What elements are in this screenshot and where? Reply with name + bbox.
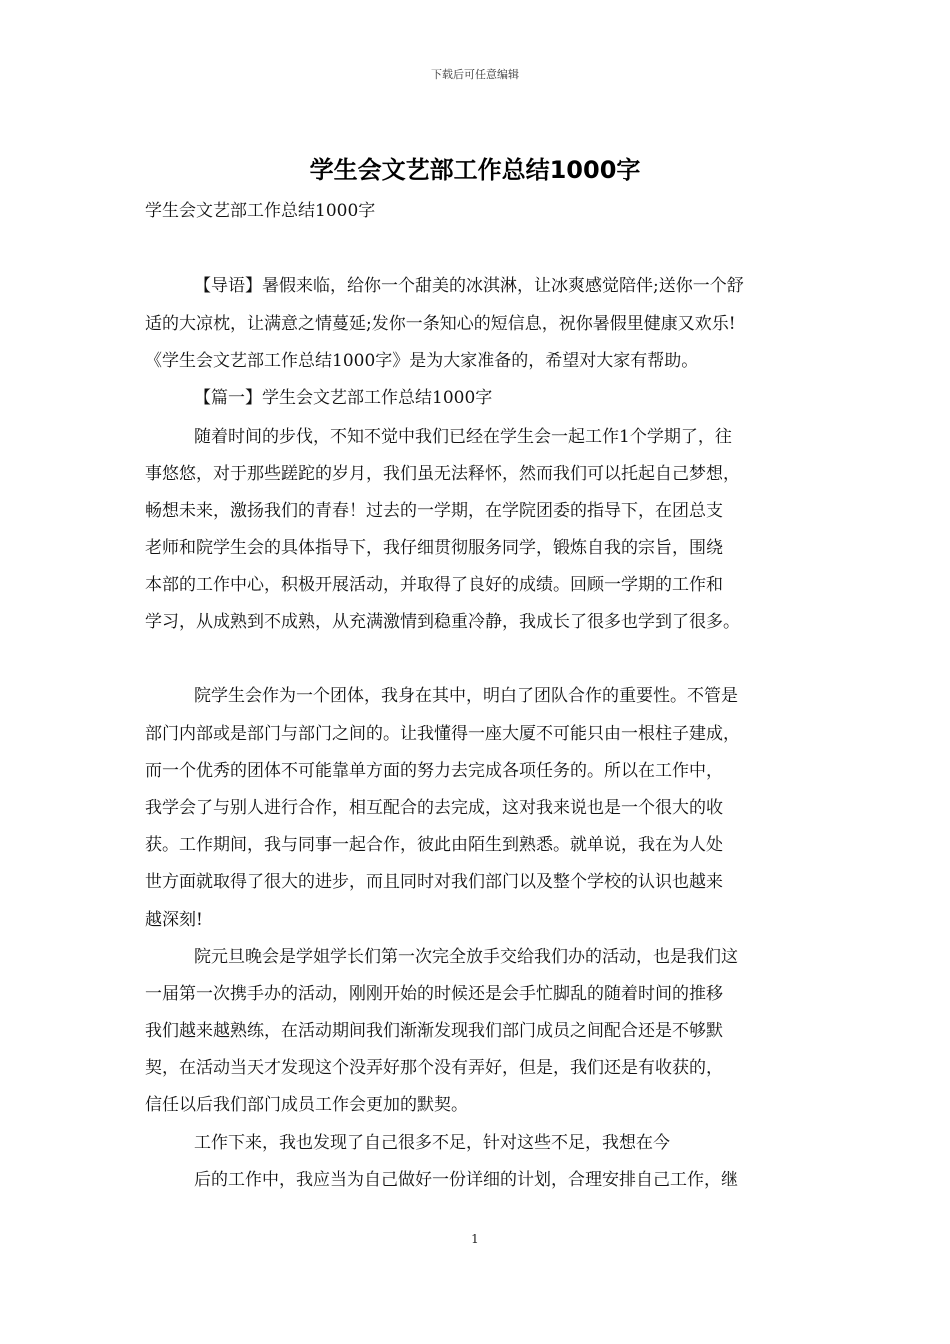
body-line: 老师和院学生会的具体指导下，我仔细贯彻服务同学，锻炼自我的宗旨，围绕 xyxy=(145,538,723,558)
body-line: 学习，从成熟到不成熟，从充满激情到稳重冷静，我成长了很多也学到了很多。 xyxy=(145,612,740,632)
header-note: 下载后可任意编辑 xyxy=(431,68,519,81)
body-line: 适的大凉枕，让满意之情蔓延;发你一条知心的短信息，祝你暑假里健康又欢乐! xyxy=(145,314,736,334)
body-line: 后的工作中，我应当为自己做好一份详细的计划，合理安排自己工作，继 xyxy=(194,1170,738,1190)
body-line: 信任以后我们部门成员工作会更加的默契。 xyxy=(145,1095,468,1115)
body-line: 部门内部或是部门与部门之间的。让我懂得一座大厦不可能只由一根柱子建成， xyxy=(145,724,740,744)
body-line: 随着时间的步伐，不知不觉中我们已经在学生会一起工作1个学期了，往 xyxy=(194,427,732,447)
body-line: 而一个优秀的团体不可能靠单方面的努力去完成各项任务的。所以在工作中， xyxy=(145,761,723,781)
body-line: 一届第一次携手办的活动，刚刚开始的时候还是会手忙脚乱的随着时间的推移 xyxy=(145,984,723,1004)
body-line: 越深刻! xyxy=(145,910,203,930)
body-line: 事悠悠，对于那些蹉跎的岁月，我们虽无法释怀，然而我们可以托起自己梦想， xyxy=(145,464,740,484)
body-line: 畅想未来，激扬我们的青春！过去的一学期，在学院团委的指导下，在团总支 xyxy=(145,501,723,521)
body-line: 我学会了与别人进行合作，相互配合的去完成，这对我来说也是一个很大的收 xyxy=(145,798,723,818)
section-heading: 【篇一】学生会文艺部工作总结1000字 xyxy=(194,388,493,408)
body-line: 契，在活动当天才发现这个没弄好那个没有弄好，但是，我们还是有收获的， xyxy=(145,1058,723,1078)
body-line: 【导语】暑假来临，给你一个甜美的冰淇淋，让冰爽感觉陪伴;送你一个舒 xyxy=(194,276,744,296)
document-subtitle: 学生会文艺部工作总结1000字 xyxy=(145,201,376,221)
body-line: 我们越来越熟练，在活动期间我们渐渐发现我们部门成员之间配合还是不够默 xyxy=(145,1021,723,1041)
body-line: 院元旦晚会是学姐学长们第一次完全放手交给我们办的活动，也是我们这 xyxy=(194,947,738,967)
body-line: 院学生会作为一个团体，我身在其中，明白了团队合作的重要性。不管是 xyxy=(194,686,738,706)
body-line: 本部的工作中心，积极开展活动，并取得了良好的成绩。回顾一学期的工作和 xyxy=(145,575,723,595)
document-title: 学生会文艺部工作总结1000字 xyxy=(309,156,641,184)
body-line: 世方面就取得了很大的进步，而且同时对我们部门以及整个学校的认识也越来 xyxy=(145,872,723,892)
body-line: 《学生会文艺部工作总结1000字》是为大家准备的，希望对大家有帮助。 xyxy=(145,351,699,371)
page-number: 1 xyxy=(471,1232,479,1246)
body-line: 工作下来，我也发现了自己很多不足，针对这些不足，我想在今 xyxy=(194,1133,670,1153)
body-line: 获。工作期间，我与同事一起合作，彼此由陌生到熟悉。就单说，我在为人处 xyxy=(145,835,723,855)
